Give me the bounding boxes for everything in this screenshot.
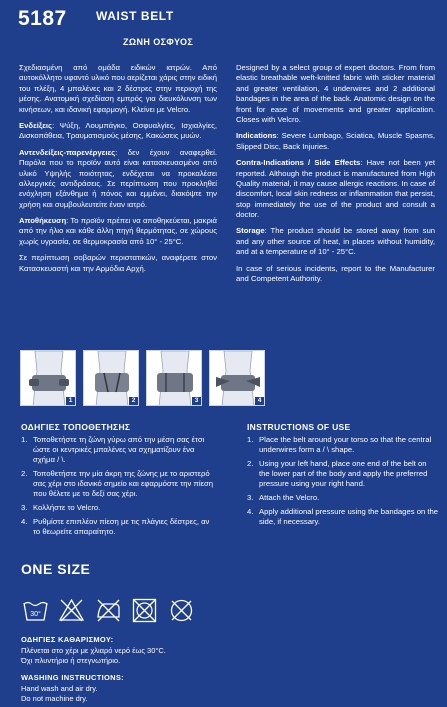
greek-description — [19, 63, 217, 280]
step-number: 2. — [21, 469, 28, 478]
list-item — [247, 435, 439, 455]
english-indications-text: : Severe Lumbago, Sciatica, Muscle Spasms, Slipped Disc, Back Injuries. — [236, 131, 435, 151]
greek-contraindications — [19, 148, 217, 210]
wash-30-icon — [22, 597, 49, 624]
english-contra-label: Contra-Indications / Side Effects — [236, 158, 361, 168]
panel-number-2: 2 — [129, 397, 138, 405]
step-number: 2. — [247, 459, 254, 468]
list-item — [247, 507, 439, 527]
english-instructions-heading: INSTRUCTIONS OF USE — [247, 422, 351, 432]
product-title: WAIST BELT — [96, 9, 174, 23]
step-number: 3. — [21, 503, 28, 512]
english-storage — [236, 226, 435, 257]
greek-storage-text: : Το προϊόν πρέπει να αποθηκεύεται, μακριά από την ήλιο και κάθε άλλη πηγή θερμότητας, σε χώρους χωρίς υγρασία, σε θερμοκρασία από 10° - 25°C. — [19, 216, 217, 246]
english-storage-text: : The product should be stored away from sun and any other source of heat, in places without humidity, and at a temperature of 10° - 25°C. — [236, 226, 435, 257]
no-tumble-dry-icon — [131, 597, 158, 624]
greek-washing-line-2: Όχι πλυντήριο ή στεγνωτήριο. — [21, 656, 121, 665]
step-text: Κολλήστε το Velcro. — [33, 503, 101, 512]
greek-instructions-list — [21, 435, 217, 541]
step-text: Apply additional pressure using the bandages on the side, if necessary. — [259, 507, 439, 526]
greek-storage-label: Αποθήκευση — [19, 216, 67, 226]
panel-number-1: 1 — [66, 397, 75, 405]
greek-incident: Σε περίπτωση σοβαρών περιστατικών, αναφέρετε στον Κατασκευαστή και την Αρμόδια Αρχή. — [19, 253, 217, 273]
greek-washing-line-1: Πλένεται στο χέρι με χλιαρό νερό έως 30°C. — [21, 646, 166, 655]
step-text: Place the belt around your torso so that the central underwires form a / \ shape. — [259, 435, 432, 454]
step-number: 4. — [247, 507, 254, 516]
english-indications-label: Indications — [236, 131, 277, 141]
english-washing-line-2: Do not machine dry. — [21, 694, 88, 703]
step-number: 1. — [247, 435, 254, 444]
no-bleach-icon — [58, 597, 85, 624]
greek-washing-heading: ΟΔΗΓΙΕΣ ΚΑΘΑΡΙΣΜΟΥ: — [21, 635, 114, 644]
english-contraindications — [236, 158, 435, 220]
english-description — [236, 63, 435, 290]
english-washing-line-1: Hand wash and air dry. — [21, 684, 98, 693]
english-storage-label: Storage — [236, 226, 265, 236]
panel-number-4: 4 — [255, 397, 264, 405]
greek-storage — [19, 216, 217, 247]
list-item — [21, 517, 217, 537]
step-text: Ρυθμίστε επιπλέον πίεση με τις πλάγιες δέστρες, αν το θεωρείτε απαραίτητο. — [33, 517, 210, 536]
english-incident: In case of serious incidents, report to the Manufacturer and Competent Authority. — [236, 263, 435, 284]
greek-indications-label: Ενδείξεις — [19, 120, 53, 130]
step-text: Using your left hand, place one end of the belt on the lower part of the body and apply the preferred pressure using your right hand. — [259, 459, 428, 488]
list-item — [21, 435, 217, 465]
step-text: Attach the Velcro. — [259, 493, 320, 502]
english-contra-text: : Have not been yet reported. Although the product is manufactured from High Quality material, it may cause allergic reactions. In case of discomfort, local skin redness or inflammation that persist, stop immediately the use of the product and consult a doctor. — [236, 158, 435, 220]
greek-indications-text: : Ψύξη, Λουμπάγκο, Οσφυαλγίες, Ισχιαλγίες, Δισκοπάθεια, Τραυματισμούς μέσης, Κακώσεις μυών. — [19, 120, 217, 141]
list-item — [247, 459, 439, 489]
no-iron-icon — [95, 597, 122, 624]
no-dry-clean-icon — [168, 597, 195, 624]
product-title-greek: ΖΩΝΗ ΟΣΦΥΟΣ — [123, 37, 194, 47]
list-item — [21, 469, 217, 499]
step-text: Τοποθετήστε την μία άκρη της ζώνης με το αριστερό σας χέρι στο ιδανικό σημείο και εφαρμόστε την πίεση που θέλετε με το δεξί σας χέρι. — [33, 469, 213, 498]
greek-instructions-heading: ΟΔΗΓΙΕΣ ΤΟΠΟΘΕΤΗΣΗΣ — [21, 422, 131, 432]
step-number: 3. — [247, 493, 254, 502]
wash-temperature: 30° — [30, 611, 41, 618]
panel-number-3: 3 — [192, 397, 201, 405]
english-instructions-list — [247, 435, 439, 531]
step-text: Τοποθετήστε τη ζώνη γύρω από την μέση σας έτσι ώστε οι κεντρικές μπαλένες να σχηματίζουν ένα σχήμα / \. — [33, 435, 205, 464]
step-number: 4. — [21, 517, 28, 526]
product-code: 5187 — [18, 7, 67, 30]
greek-intro: Σχεδιασμένη από ομάδα ειδικών ιατρών. Από αυτοκόλλητο υφαντό υλικό που αερίζεται χάρις στην ειδική του πλέξη, 4 μπαλένες και 2 δέστρες στην περιοχή της μέσης. Ανατομική σχεδίαση εμπρός για διευκόλυνση των κινήσεων, και ιδανική εφαρμογή. Κλείνει με Velcro. — [19, 63, 217, 114]
english-intro: Designed by a select group of expert doctors. From from elastic breathable weft-knitted fabric with sticker material and greater ventilation, 4 underwires and 2 additional bandages in the area of the back. Anatomic design on the front for ease of movements and greater application. Closes with Velcro. — [236, 63, 435, 124]
greek-contra-label: Αντενδείξεις-παρενέργειες — [19, 147, 116, 157]
list-item — [21, 503, 217, 513]
step-number: 1. — [21, 435, 28, 444]
list-item — [247, 493, 439, 503]
english-indications — [236, 131, 435, 152]
greek-contra-text: : δεν έχουν αναφερθεί. Παρόλα που το προϊόν αυτό είναι κατασκευασμένο από υλικό Υψηλής ποιότητας, ενδέχεται να προκαλέσει αλλεργικές αντιδράσεις. Σε περίπτωση που προκληθεί ενόχληση εξάνθημα ή πόνος και εμμένει, διακόψτε την χρήση και συμβουλευτείτε έναν ιατρό. — [19, 147, 217, 209]
english-washing-heading: WASHING INSTRUCTIONS: — [21, 673, 124, 682]
greek-indications — [19, 121, 217, 142]
size-label: ONE SIZE — [21, 561, 91, 577]
